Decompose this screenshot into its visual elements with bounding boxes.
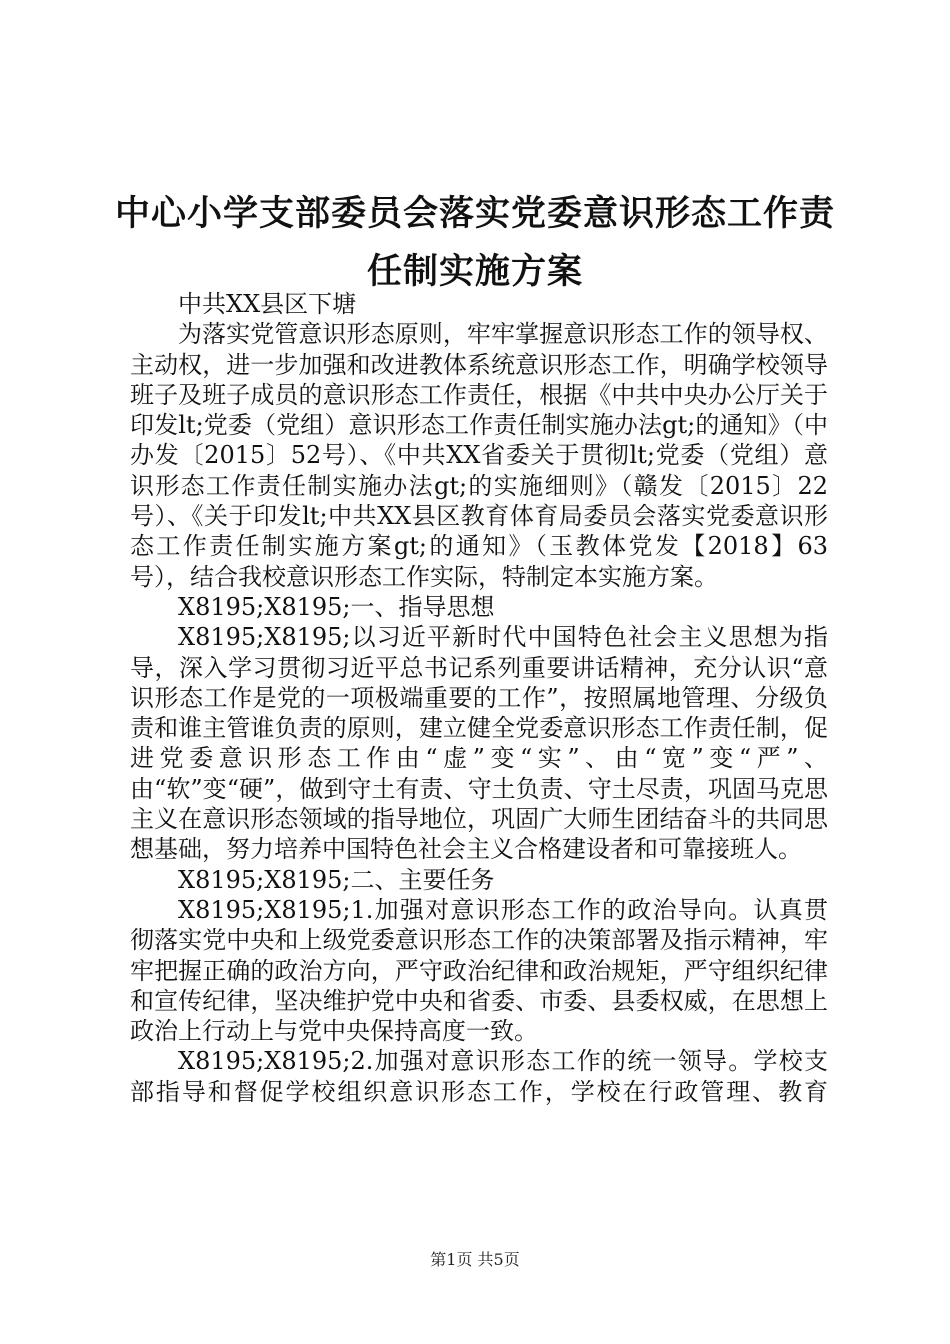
task-1-paragraph: X8195;X8195;1.加强对意识形态工作的政治导向。认真贯彻落实党中央和上级党委意识形态工作的决策部署及指示精神，牢牢把握正确的政治方向，严守政治纪律和政治规矩，严守组织纪律和宣传纪律，坚决维护党中央和省委、市委、县委权威，在思想上政治上行动上与党中央保持高度一致。 bbox=[130, 895, 828, 1046]
intro-paragraph: 为落实党管意识形态原则，牢牢掌握意识形态工作的领导权、主动权，进一步加强和改进教体系统意识形态工作，明确学校领导班子及班子成员的意识形态工作责任，根据《中共中央办公厅关于印发lt;党委（党组）意识形态工作责任制实施办法gt;的通知》（中办发〔2015〕52号）、《中共XX省委关于贯彻lt;党委（党组）意识形态工作责任制实施办法gt;的实施细则》（赣发〔2015〕22号）、《关于印发lt;中共XX县区教育体育局委员会落实党委意识形态工作责任制实施方案gt;的通知》（玉教体党发【2018】63号），结合我校意识形态工作实际，特制定本实施方案。 bbox=[130, 320, 828, 591]
guiding-ideology-paragraph: X8195;X8195;以习近平新时代中国特色社会主义思想为指导，深入学习贯彻习近平总书记系列重要讲话精神，充分认识“意识形态工作是党的一项极端重要的工作”，按照属地管理、分级负责和谁主管谁负责的原则，建立健全党委意识形态工作责任制，促进党委意识形态工作由“虚”变“实”、由“宽”变“严”、由“软”变“硬”，做到守土有责、守土负责、守土尽责，巩固马克思主义在意识形态领域的指导地位，巩固广大师生团结奋斗的共同思想基础，努力培养中国特色社会主义合格建设者和可靠接班人。 bbox=[130, 623, 828, 864]
page-footer: 第1页 共5页 bbox=[430, 1250, 520, 1269]
author-line: 中共XX县区下塘 bbox=[178, 290, 357, 318]
task-2-paragraph: X8195;X8195;2.加强对意识形态工作的统一领导。学校支部指导和督促学校组织意识形态工作，学校在行政管理、教育 bbox=[130, 1047, 828, 1106]
document-body bbox=[130, 289, 828, 1107]
document-title-line-1: 中心小学支部委员会落实党委意识形态工作责 bbox=[114, 194, 835, 234]
section-heading-main-tasks: X8195;X8195;二、主要任务 bbox=[178, 865, 495, 894]
section-heading-guiding-ideology: X8195;X8195;一、指导思想 bbox=[178, 592, 495, 621]
document-title-line-2: 任制实施方案 bbox=[366, 252, 583, 292]
